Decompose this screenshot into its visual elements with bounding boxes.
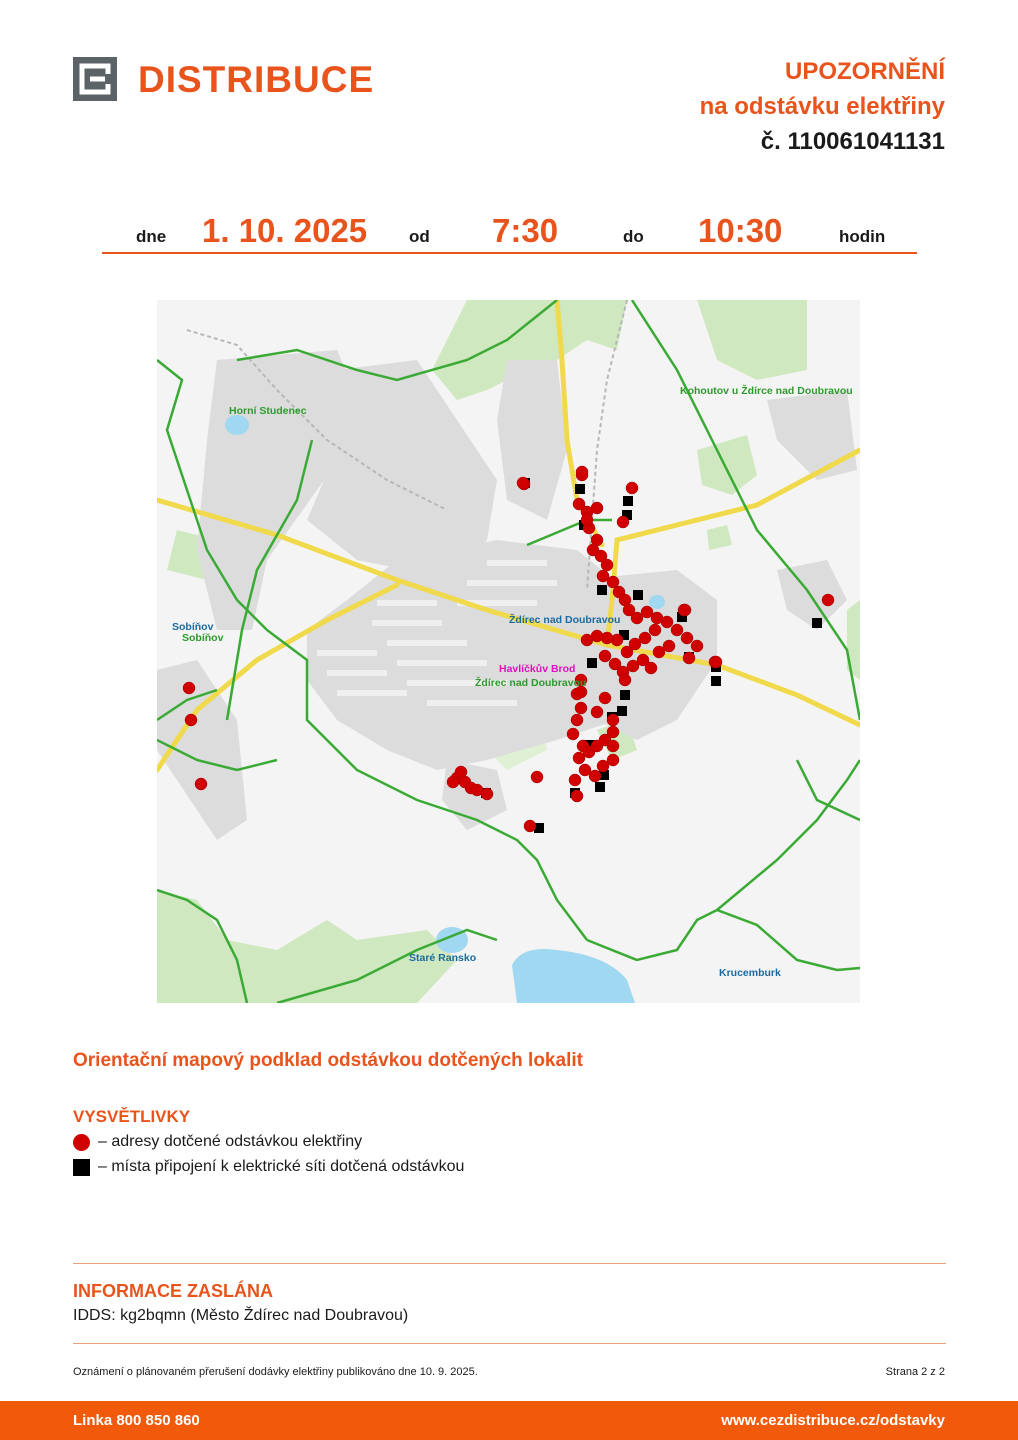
legend-addresses-text: – adresy dotčené odstávkou elektřiny bbox=[98, 1133, 363, 1150]
publication-note: Oznámení o plánovaném přerušení dodávky elektřiny publikováno dne 10. 9. 2025. bbox=[73, 1366, 478, 1378]
footer-bar bbox=[0, 1401, 1018, 1440]
outage-from-time: 7:30 bbox=[492, 212, 559, 249]
legend-connections-text: – místa připojení k elektrické síti dotčená odstávkou bbox=[98, 1158, 465, 1175]
notice-title-line1: UPOZORNĚNÍ bbox=[784, 58, 945, 85]
outage-map bbox=[157, 300, 860, 1003]
to-label: do bbox=[623, 227, 644, 246]
red-dot-icon bbox=[73, 1134, 90, 1151]
outage-time-row bbox=[102, 208, 917, 254]
map-caption: Orientační mapový podklad odstávkou dotčených lokalit bbox=[73, 1050, 583, 1071]
info-title: INFORMACE ZASLÁNA bbox=[73, 1281, 273, 1301]
legend-title: VYSVĚTLIVKY bbox=[73, 1107, 191, 1126]
hotline: Linka 800 850 860 bbox=[73, 1412, 200, 1429]
notice-title-line2: na odstávku elektřiny bbox=[699, 93, 945, 120]
page-number: Strana 2 z 2 bbox=[885, 1366, 945, 1378]
map-label-sobinov-2: Sobíňov bbox=[182, 632, 224, 644]
map-label-horni-studenec: Horní Studenec bbox=[229, 405, 307, 417]
map-label-sobinov-1: Sobíňov bbox=[172, 621, 214, 633]
map-label-zdirec-2: Ždírec nad Doubravou bbox=[475, 677, 587, 689]
map-label-krucemburk: Krucemburk bbox=[719, 967, 781, 979]
brand-name: DISTRIBUCE bbox=[138, 59, 375, 100]
date-label: dne bbox=[136, 227, 167, 246]
notice-number: č. 110061041131 bbox=[760, 128, 945, 155]
website-link[interactable]: www.cezdistribuce.cz/odstavky bbox=[721, 1412, 945, 1429]
legend-item-connections bbox=[73, 1158, 464, 1176]
map-label-kohoutov: Kohoutov u Ždírce nad Doubravou bbox=[680, 385, 853, 397]
notice-title bbox=[700, 54, 945, 159]
divider-top bbox=[73, 1263, 946, 1264]
hours-label: hodin bbox=[839, 227, 886, 246]
legend-item-addresses bbox=[73, 1133, 362, 1151]
cez-logo-icon bbox=[73, 57, 117, 101]
from-label: od bbox=[409, 227, 430, 246]
outage-to-time: 10:30 bbox=[698, 212, 783, 249]
map-label-stare-ransko: Staré Ransko bbox=[409, 952, 477, 964]
divider-bottom bbox=[73, 1343, 946, 1344]
map-label-havlickuv-brod: Havlíčkův Brod bbox=[499, 663, 576, 675]
map-label-zdirec-1: Ždírec nad Doubravou bbox=[509, 614, 621, 626]
black-square-icon bbox=[73, 1159, 90, 1176]
outage-date: 1. 10. 2025 bbox=[202, 212, 368, 249]
info-text: IDDS: kg2bqmn (Město Ždírec nad Doubravou) bbox=[73, 1307, 409, 1324]
